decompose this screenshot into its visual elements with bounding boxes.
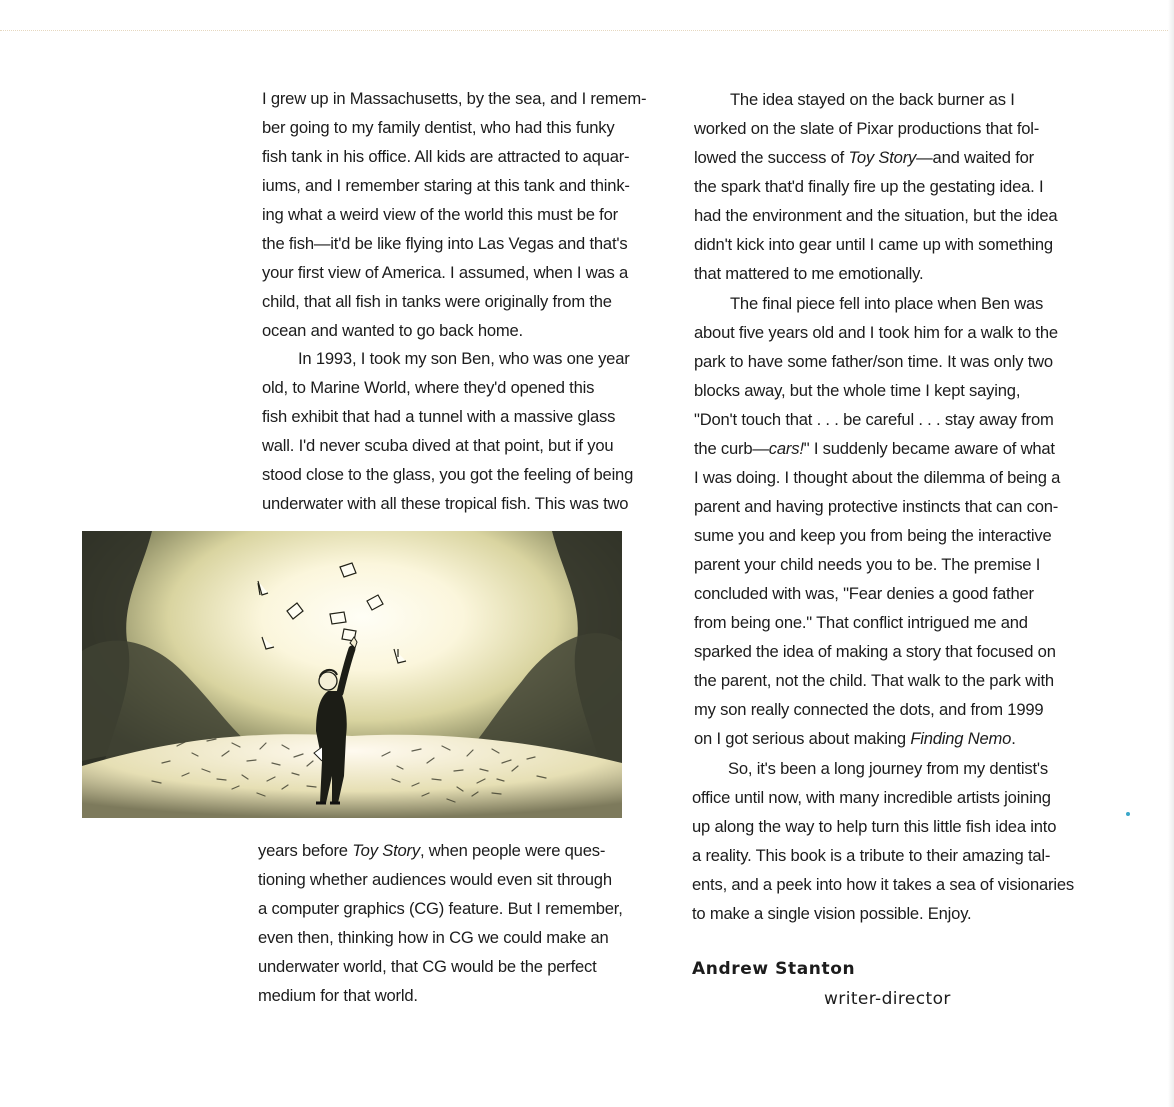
right-paragraph-1 <box>694 85 1104 288</box>
page-edge-shadow <box>1168 0 1174 1107</box>
right-paragraph-3: So, it's been a long journey from my dentist's office until now, with many incredible artists joining up along the way to help turn this little fish idea into a reality. This book is a tribute to their amazing tal- ents, and a peek into how it takes a sea of visionaries to make a single vision possible. Enjoy. <box>692 759 1074 923</box>
left-paragraph-1: I grew up in Massachusetts, by the sea, and I remem- ber going to my family dentist, who had this funky fish tank in his office. All kids are attracted to aquar- iums, and I remember staring at this tank and think- ing what a weird view of the world this must be for the fish—it'd be like flying into Las Vegas and that's your first view of America. I assumed, when I was a child, that all fish in tanks were originally from the ocean and wanted to go back home. <box>262 89 647 340</box>
right-paragraph-2 <box>694 289 1104 753</box>
right-paragraph-1-end: —and waited for the spark that'd finally fire up the gestating idea. I had the environment and the situation, but the idea didn't kick into gear until I came up with something that mattered to me emotionally. <box>694 148 1058 283</box>
film-title-toy-story: Toy Story <box>352 841 420 860</box>
right-paragraph-2-end: . <box>1011 729 1016 748</box>
author-role: writer-director <box>824 989 951 1009</box>
continued-text-end: , when people were ques- tioning whether audiences would even sit through a computer graphics (CG) feature. But I remember, even then, thinking how in CG we could make an underwater world, that CG would be the perfect medium for that world. <box>258 841 623 1005</box>
right-paragraph-2-middle: " I suddenly became aware of what I was doing. I thought about the dilemma of being a parent and having protective instincts that can con- sume you and keep you from being the interactive parent your child needs you to be. The premise I concluded with was, "Fear denies a good father from being one." That conflict intrigued me and sparked the idea of making a story that focused on the parent, not the child. That walk to the park with my son really connected the dots, and from 1999 on I got serious about making <box>694 439 1061 748</box>
cave-floor <box>82 734 622 818</box>
page-top-rule <box>0 30 1174 31</box>
right-paragraph-2-start: The final piece fell into place when Ben was about five years old and I took him for a walk to the park to have some father/son time. It was only two blocks away, but the whole time I kept saying, "Don't touch that . . . be careful . . . stay away from the curb— <box>694 294 1058 458</box>
film-title-toy-story-2: Toy Story <box>848 148 917 167</box>
stray-ink-dot <box>1126 812 1130 816</box>
left-paragraph-2-continued <box>258 836 668 1010</box>
author-name: Andrew Stanton <box>692 959 856 979</box>
continued-text-start: years before <box>258 841 353 860</box>
right-paragraph-1-start: The idea stayed on the back burner as I worked on the slate of Pixar productions that fol- lowed the success of <box>694 90 1040 167</box>
film-title-finding-nemo: Finding Nemo <box>910 729 1012 748</box>
man-with-floating-papers-illustration <box>82 531 622 818</box>
emphasis-cars: cars! <box>768 439 804 458</box>
left-paragraph-2: In 1993, I took my son Ben, who was one year old, to Marine World, where they'd opened this fish exhibit that had a tunnel with a massive glass wall. I'd never scuba dived at that point, but if you stood close to the glass, you got the feeling of being underwater with all these tropical fish. This was two <box>262 349 634 513</box>
